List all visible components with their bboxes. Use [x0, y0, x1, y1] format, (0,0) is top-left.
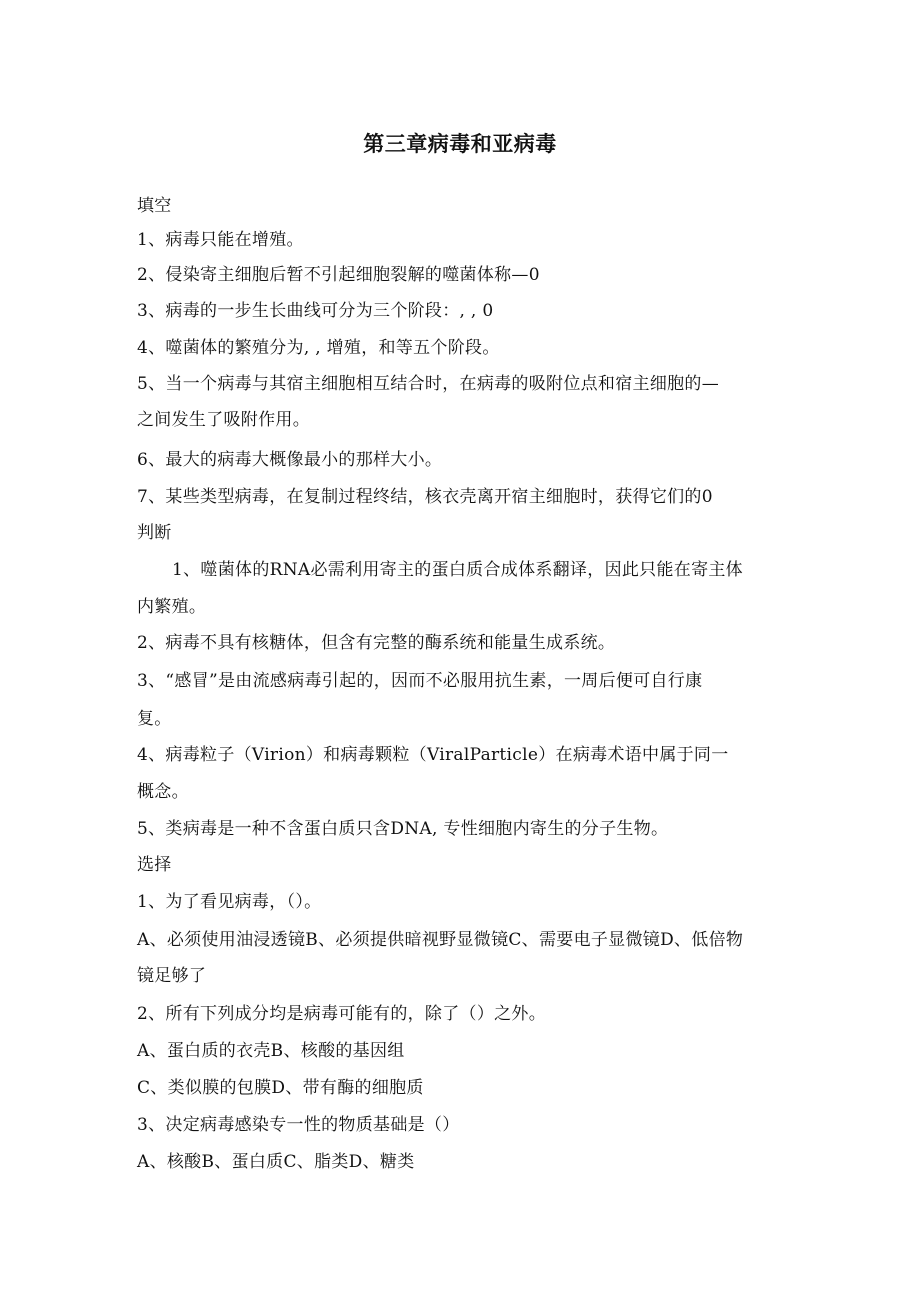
choice-item: A、必须使用油浸透镜B、必须提供暗视野显微镜C、需要电子显微镜D、低倍物: [137, 930, 744, 950]
choice-item: 1、为了看见病毒，（）。: [137, 892, 322, 912]
judge-item: 复。: [137, 709, 172, 729]
choice-item: 镜足够了: [137, 966, 207, 986]
judge-item: 4、病毒粒子（Virion）和病毒颗粒（ViralParticle）在病毒术语中属于同一: [137, 745, 729, 765]
choice-item: A、蛋白质的衣壳B、核酸的基因组: [137, 1041, 405, 1061]
fill-item: 2、侵染寄主细胞后暂不引起细胞裂解的噬菌体称—0: [137, 265, 540, 285]
choice-item: 2、所有下列成分均是病毒可能有的，除了（）之外。: [137, 1004, 547, 1024]
fill-item: 3、病毒的一步生长曲线可分为三个阶段：, , 0: [137, 301, 494, 321]
section-heading-fill: 填空: [137, 196, 172, 216]
fill-item: 5、当一个病毒与其宿主细胞相互结合时，在病毒的吸附位点和宿主细胞的—: [137, 374, 720, 394]
section-heading-judge: 判断: [137, 523, 172, 543]
judge-item: 1、噬菌体的RNA必需利用寄主的蛋白质合成体系翻译，因此只能在寄主体: [172, 560, 743, 580]
choice-item: 3、决定病毒感染专一性的物质基础是（）: [137, 1115, 460, 1135]
judge-item: 概念。: [137, 782, 189, 802]
fill-item: 4、噬菌体的繁殖分为, , 增殖，和等五个阶段。: [137, 338, 500, 358]
fill-item: 6、最大的病毒大概像最小的那样大小。: [137, 450, 443, 470]
judge-item: 2、病毒不具有核糖体，但含有完整的酶系统和能量生成系统。: [137, 633, 616, 653]
judge-item: 内繁殖。: [137, 597, 207, 617]
page-title: 第三章病毒和亚病毒: [363, 132, 557, 156]
judge-item: 5、类病毒是一种不含蛋白质只含DNA, 专性细胞内寄生的分子生物。: [137, 819, 669, 839]
judge-item: 3、“感冒”是由流感病毒引起的，因而不必服用抗生素，一周后便可自行康: [137, 671, 703, 691]
choice-item: C、类似膜的包膜D、带有酶的细胞质: [137, 1078, 424, 1098]
section-heading-choice: 选择: [137, 855, 172, 875]
fill-item: 之间发生了吸附作用。: [137, 410, 310, 430]
fill-item: 1、病毒只能在增殖。: [137, 230, 304, 250]
choice-item: A、核酸B、蛋白质C、脂类D、糖类: [137, 1152, 415, 1172]
fill-item: 7、某些类型病毒，在复制过程终结，核衣壳离开宿主细胞时，获得它们的0: [137, 487, 713, 507]
